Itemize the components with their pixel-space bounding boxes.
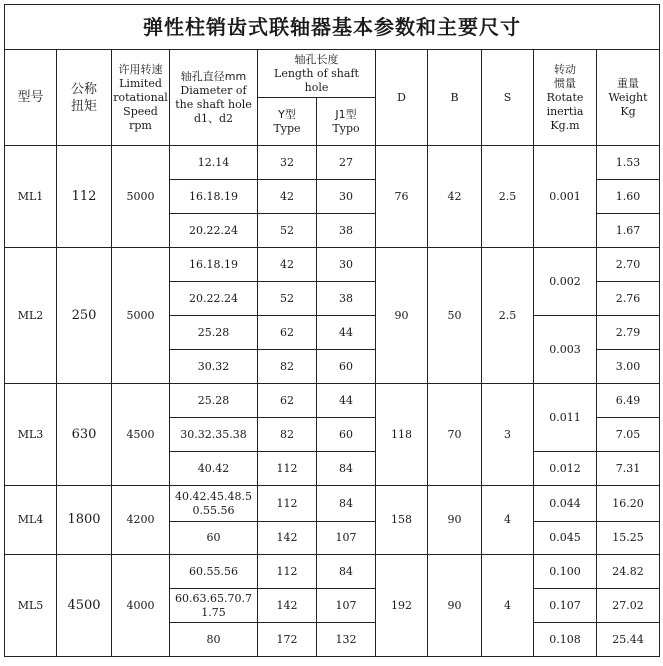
torque-cell: 4500 bbox=[57, 555, 112, 657]
header-speed-en-1: Limited bbox=[119, 76, 162, 90]
speed-cell: 4200 bbox=[112, 486, 170, 555]
bore-cell: 80 bbox=[170, 623, 258, 657]
table-row bbox=[5, 248, 660, 282]
bore-cell: 25.28 bbox=[170, 384, 258, 418]
inertia-cell: 0.001 bbox=[534, 146, 597, 248]
coupling-spec-table bbox=[4, 4, 660, 657]
table-row bbox=[5, 486, 660, 522]
header-speed-cn: 许用转速 bbox=[118, 62, 163, 76]
header-j1-cn: J1型 bbox=[335, 107, 357, 121]
header-bore-cn: 轴孔直径mm bbox=[180, 69, 247, 83]
d-cell: 76 bbox=[376, 146, 428, 248]
bore-cell: 60 bbox=[170, 522, 258, 555]
y-length-cell: 142 bbox=[258, 522, 317, 555]
header-model: 型号 bbox=[5, 50, 57, 146]
y-length-cell: 42 bbox=[258, 248, 317, 282]
bore-cell: 40.42 bbox=[170, 452, 258, 486]
header-weight-unit: Kg bbox=[620, 104, 636, 118]
speed-cell: 4000 bbox=[112, 555, 170, 657]
torque-cell: 1800 bbox=[57, 486, 112, 555]
weight-cell: 7.31 bbox=[597, 452, 660, 486]
header-weight-cn: 重量 bbox=[617, 76, 639, 90]
table-row bbox=[5, 555, 660, 589]
spec-table-container bbox=[4, 4, 660, 657]
speed-cell: 5000 bbox=[112, 248, 170, 384]
bore-cell: 20.22.24 bbox=[170, 282, 258, 316]
header-j1-type bbox=[317, 98, 376, 146]
s-cell: 4 bbox=[482, 555, 534, 657]
s-cell: 2.5 bbox=[482, 146, 534, 248]
j1-length-cell: 38 bbox=[317, 214, 376, 248]
weight-cell: 25.44 bbox=[597, 623, 660, 657]
y-length-cell: 62 bbox=[258, 316, 317, 350]
weight-cell: 2.79 bbox=[597, 316, 660, 350]
d-cell: 192 bbox=[376, 555, 428, 657]
b-cell: 42 bbox=[428, 146, 482, 248]
inertia-cell: 0.012 bbox=[534, 452, 597, 486]
inertia-cell: 0.002 bbox=[534, 248, 597, 316]
y-length-cell: 52 bbox=[258, 214, 317, 248]
s-cell: 3 bbox=[482, 384, 534, 486]
header-speed-unit: rpm bbox=[129, 118, 152, 132]
header-bore-en-3: d1、d2 bbox=[193, 111, 234, 125]
header-bore bbox=[170, 50, 258, 146]
header-y-type bbox=[258, 98, 317, 146]
d-cell: 158 bbox=[376, 486, 428, 555]
weight-cell: 15.25 bbox=[597, 522, 660, 555]
model-cell: ML2 bbox=[5, 248, 57, 384]
inertia-cell: 0.011 bbox=[534, 384, 597, 452]
s-cell: 2.5 bbox=[482, 248, 534, 384]
j1-length-cell: 84 bbox=[317, 486, 376, 522]
header-inertia bbox=[534, 50, 597, 146]
header-speed-en-2: rotational bbox=[113, 90, 168, 104]
y-length-cell: 112 bbox=[258, 486, 317, 522]
inertia-cell: 0.108 bbox=[534, 623, 597, 657]
model-cell: ML5 bbox=[5, 555, 57, 657]
header-y-cn: Y型 bbox=[278, 107, 296, 121]
j1-length-cell: 38 bbox=[317, 282, 376, 316]
j1-length-cell: 107 bbox=[317, 522, 376, 555]
bore-cell: 12.14 bbox=[170, 146, 258, 180]
header-length bbox=[258, 50, 376, 98]
y-length-cell: 82 bbox=[258, 418, 317, 452]
j1-length-cell: 30 bbox=[317, 180, 376, 214]
table-row bbox=[5, 146, 660, 180]
bore-cell: 40.42.45.48.50.55.56 bbox=[170, 486, 258, 522]
bore-cell: 16.18.19 bbox=[170, 248, 258, 282]
header-inertia-cn: 转动惯量 bbox=[554, 62, 576, 90]
inertia-cell: 0.003 bbox=[534, 316, 597, 384]
header-inertia-en-2: inertia bbox=[546, 104, 584, 118]
j1-length-cell: 44 bbox=[317, 384, 376, 418]
header-inertia-en-1: Rotate bbox=[546, 90, 584, 104]
model-cell: ML3 bbox=[5, 384, 57, 486]
weight-cell: 2.70 bbox=[597, 248, 660, 282]
weight-cell: 1.53 bbox=[597, 146, 660, 180]
j1-length-cell: 107 bbox=[317, 589, 376, 623]
s-cell: 4 bbox=[482, 486, 534, 555]
y-length-cell: 112 bbox=[258, 452, 317, 486]
weight-cell: 1.60 bbox=[597, 180, 660, 214]
header-y-en: Type bbox=[273, 121, 301, 135]
j1-length-cell: 30 bbox=[317, 248, 376, 282]
j1-length-cell: 60 bbox=[317, 350, 376, 384]
weight-cell: 24.82 bbox=[597, 555, 660, 589]
y-length-cell: 82 bbox=[258, 350, 317, 384]
torque-cell: 112 bbox=[57, 146, 112, 248]
weight-cell: 7.05 bbox=[597, 418, 660, 452]
y-length-cell: 112 bbox=[258, 555, 317, 589]
j1-length-cell: 60 bbox=[317, 418, 376, 452]
header-speed-en-3: Speed bbox=[123, 104, 158, 118]
d-cell: 118 bbox=[376, 384, 428, 486]
y-length-cell: 32 bbox=[258, 146, 317, 180]
weight-cell: 3.00 bbox=[597, 350, 660, 384]
header-s: S bbox=[482, 50, 534, 146]
header-b: B bbox=[428, 50, 482, 146]
header-length-cn: 轴孔长度 bbox=[294, 52, 339, 66]
inertia-cell: 0.107 bbox=[534, 589, 597, 623]
header-j1-en: Typo bbox=[332, 121, 360, 135]
weight-cell: 2.76 bbox=[597, 282, 660, 316]
y-length-cell: 42 bbox=[258, 180, 317, 214]
torque-cell: 250 bbox=[57, 248, 112, 384]
j1-length-cell: 132 bbox=[317, 623, 376, 657]
bore-cell: 16.18.19 bbox=[170, 180, 258, 214]
inertia-cell: 0.045 bbox=[534, 522, 597, 555]
y-length-cell: 62 bbox=[258, 384, 317, 418]
y-length-cell: 52 bbox=[258, 282, 317, 316]
header-weight-en: Weight bbox=[608, 90, 648, 104]
torque-cell: 630 bbox=[57, 384, 112, 486]
b-cell: 70 bbox=[428, 384, 482, 486]
j1-length-cell: 44 bbox=[317, 316, 376, 350]
bore-cell: 25.28 bbox=[170, 316, 258, 350]
bore-cell: 60.55.56 bbox=[170, 555, 258, 589]
model-cell: ML1 bbox=[5, 146, 57, 248]
header-bore-en-2: the shaft hole bbox=[175, 97, 252, 111]
header-bore-en-1: Diameter of bbox=[180, 83, 247, 97]
header-d: D bbox=[376, 50, 428, 146]
weight-cell: 16.20 bbox=[597, 486, 660, 522]
speed-cell: 4500 bbox=[112, 384, 170, 486]
bore-cell: 30.32.35.38 bbox=[170, 418, 258, 452]
table-title: 弹性柱销齿式联轴器基本参数和主要尺寸 bbox=[5, 5, 660, 50]
weight-cell: 27.02 bbox=[597, 589, 660, 623]
b-cell: 90 bbox=[428, 555, 482, 657]
inertia-cell: 0.100 bbox=[534, 555, 597, 589]
b-cell: 90 bbox=[428, 486, 482, 555]
header-length-en: Length of shaft hole bbox=[274, 66, 359, 94]
bore-cell: 20.22.24 bbox=[170, 214, 258, 248]
inertia-cell: 0.044 bbox=[534, 486, 597, 522]
table-row bbox=[5, 384, 660, 418]
model-cell: ML4 bbox=[5, 486, 57, 555]
bore-cell: 30.32 bbox=[170, 350, 258, 384]
j1-length-cell: 84 bbox=[317, 555, 376, 589]
d-cell: 90 bbox=[376, 248, 428, 384]
j1-length-cell: 27 bbox=[317, 146, 376, 180]
header-inertia-unit: Kg.m bbox=[550, 118, 580, 132]
bore-cell: 60.63.65.70.71.75 bbox=[170, 589, 258, 623]
weight-cell: 6.49 bbox=[597, 384, 660, 418]
j1-length-cell: 84 bbox=[317, 452, 376, 486]
header-speed bbox=[112, 50, 170, 146]
y-length-cell: 172 bbox=[258, 623, 317, 657]
b-cell: 50 bbox=[428, 248, 482, 384]
header-torque: 公称扭矩 bbox=[57, 50, 112, 146]
speed-cell: 5000 bbox=[112, 146, 170, 248]
y-length-cell: 142 bbox=[258, 589, 317, 623]
weight-cell: 1.67 bbox=[597, 214, 660, 248]
header-weight bbox=[597, 50, 660, 146]
